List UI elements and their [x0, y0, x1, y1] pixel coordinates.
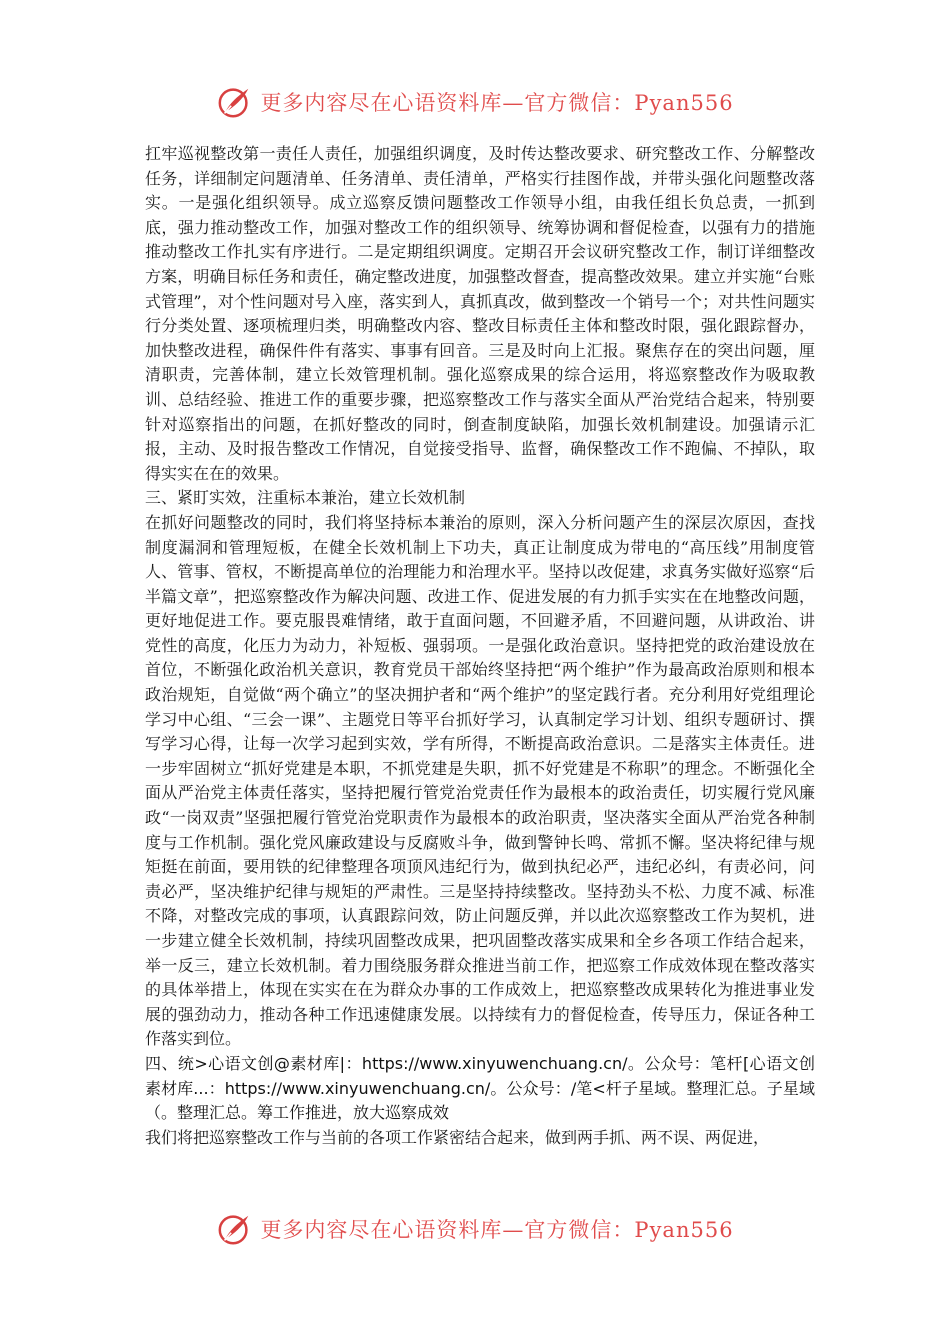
- section-heading-3: 三、紧盯实效，注重标本兼治，建立长效机制: [145, 488, 466, 508]
- paragraph-2: 在抓好问题整改的同时，我们将坚持标本兼治的原则，深入分析问题产生的深层次原因，查找制度漏洞和管理短板，在健全长效机制上下功夫，真正让制度成为带电的“高压线”用制度管人、管事、管权，不断提高单位的治理能力和治理水平。坚持以改促建，求真务实做好巡察“后半篇文章”，把巡察整改作为解决问题、改进工作、促进发展的有力抓手实实在在地整改问题，更好地促进工作。要克服畏难情绪，敢于直面问题，不回避矛盾，不回避问题，从讲政治、讲党性的高度，化压力为动力，补短板、强弱项。一是强化政治意识。坚持把党的政治建设放在首位，不断强化政治机关意识，教育党员干部始终坚持把“两个维护”作为最高政治原则和根本政治规矩，自觉做“两个确立”的坚决拥护者和“两个维护”的坚定践行者。充分利用好党组理论学习中心组、“三会一课”、主题党日等平台抓好学习，认真制定学习计划、组织专题研讨、撰写学习心得，让每一次学习起到实效，学有所得，不断提高政治意识。二是落实主体责任。进一步牢固树立“抓好党建是本职，不抓党建是失职，抓不好党建是不称职”的理念。不断强化全面从严治党主体责任落实，坚持把履行管党治党责任作为最根本的政治责任，切实履行党风廉政“一岗双责”坚强把履行管党治党职责作为最根本的政治职责，坚决落实全面从严治党各种制度与工作机制。强化党风廉政建设与反腐败斗争，做到警钟长鸣、常抓不懈。坚决将纪律与规矩挺在前面，要用铁的纪律整理各项顶风违纪行为，做到执纪必严，违纪必纠，有责必问，问责必严，坚决维护纪律与规矩的严肃性。三是坚持持续整改。坚持劲头不松、力度不减、标准不降，对整改完成的事项，认真跟踪问效，防止问题反弹，并以此次巡察整改工作为契机，进一步建立健全长效机制，持续巩固整改成果，把巩固整改落实成果和全乡各项工作结合起来，举一反三，建立长效机制。着力围绕服务群众推进当前工作，把巡察工作成效体现在整改落实的具体举措上，体现在实实在在为群众办事的工作成效上，把巡察整改成果转化为推进事业发展的强劲动力，推动各种工作迅速健康发展。以持续有力的督促检查，传导压力，保证各种工作落实到位。: [145, 512, 815, 1049]
- paragraph-3: 我们将把巡察整改工作与当前的各项工作紧密结合起来，做到两手抓、两不误、两促进，: [145, 1127, 770, 1147]
- quill-pen-logo-icon: [216, 83, 254, 121]
- document-body: [145, 142, 815, 1150]
- quill-pen-logo-icon: [216, 1210, 254, 1248]
- header-banner: [0, 80, 950, 124]
- header-banner-text: 更多内容尽在心语资料库—官方微信：Pyan556: [260, 91, 734, 115]
- footer-banner-text: 更多内容尽在心语资料库—官方微信：Pyan556: [260, 1218, 734, 1242]
- paragraph-1: 扛牢巡视整改第一责任人责任，加强组织调度，及时传达整改要求、研究整改工作、分解整改任务，详细制定问题清单、任务清单、责任清单，严格实行挂图作战，并带头强化问题整改落实。一是强化组织领导。成立巡察反馈问题整改工作领导小组，由我任组长负总责，一抓到底，强力推动整改工作，加强对整改工作的组织领导、统筹协调和督促检查，以强有力的措施推动整改工作扎实有序进行。二是定期组织调度。定期召开会议研究整改工作，制订详细整改方案，明确目标任务和责任，确定整改进度，加强整改督查，提高整改效果。建立并实施“台账式管理”，对个性问题对号入座，落实到人，真抓真改，做到整改一个销号一个；对共性问题实行分类处置、逐项梳理归类，明确整改内容、整改目标责任主体和整改时限，强化跟踪督办，加快整改进程，确保件件有落实、事事有回音。三是及时向上汇报。聚焦存在的突出问题，厘清职责，完善体制，建立长效管理机制。强化巡察成果的综合运用，将巡察整改作为吸取教训、总结经验、推进工作的重要步骤，把巡察整改工作与落实全面从严治党结合起来，特别要针对巡察指出的问题，在抓好整改的同时，倒查制度缺陷，加强长效机制建设。加强请示汇报，主动、及时报告整改工作情况，自觉接受指导、监督，确保整改工作不跑偏、不掉队，取得实实在在的效果。: [145, 144, 815, 483]
- section-heading-4: 四、统>心语文创@素材库|：https://www.xinyuwenchuang.cn/。公众号：笔杆[心语文创素材库...：https://www.xinyuwenchuang.cn/。公众号：/笔<杆子星域。整理汇总。子星域（。整理汇总。筹工作推进，放大巡察成效: [145, 1053, 815, 1123]
- footer-banner: [0, 1207, 950, 1251]
